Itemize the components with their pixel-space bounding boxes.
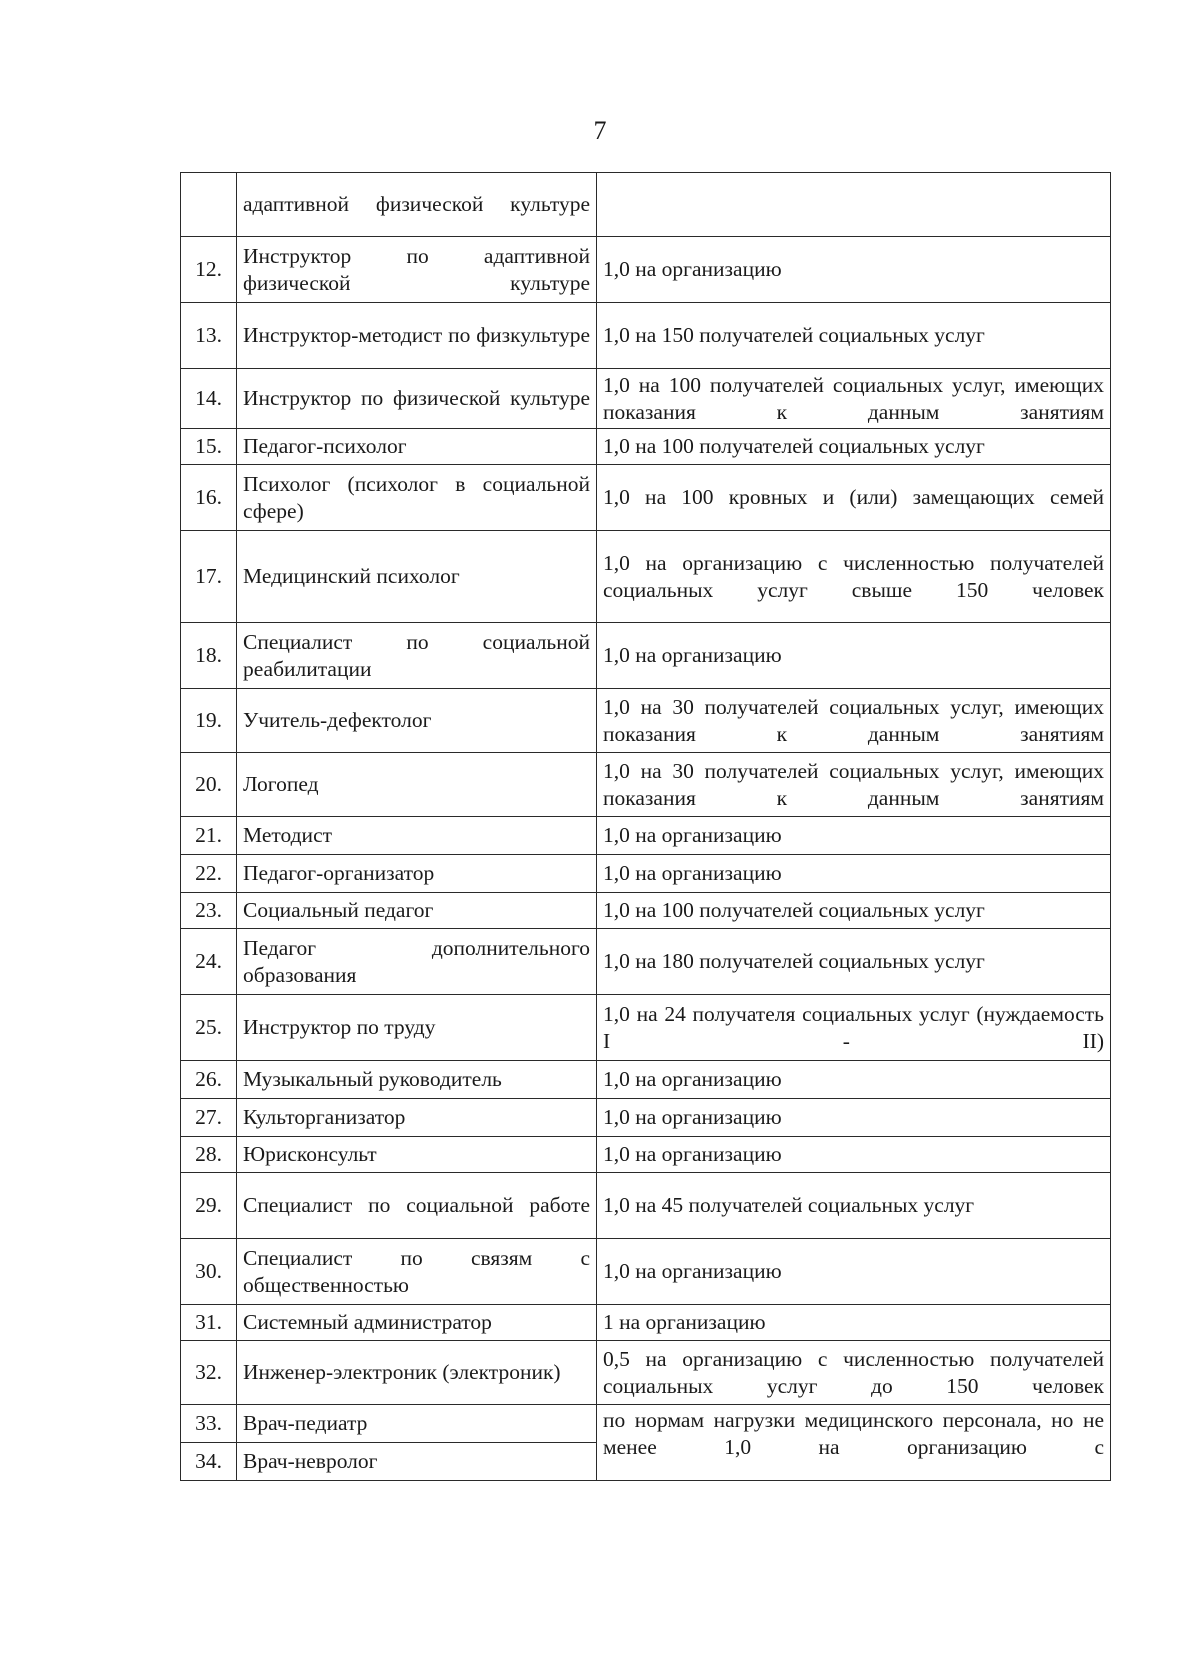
row-number: 12. — [181, 237, 237, 303]
position-name: Педагог-психолог — [237, 429, 597, 465]
staffing-norm: 1,0 на 45 получателей социальных услуг — [597, 1173, 1111, 1239]
table-row — [181, 817, 1111, 855]
position-name: Инструктор-методист по физкультуре — [237, 303, 597, 369]
staffing-norm: 1,0 на организацию — [597, 1061, 1111, 1099]
table-row — [181, 929, 1111, 995]
staffing-norm: 1,0 на 30 получателей социальных услуг, имеющих показания к данным занятиям — [597, 689, 1111, 753]
table-row — [181, 689, 1111, 753]
table-row — [181, 623, 1111, 689]
table-row — [181, 995, 1111, 1061]
row-number: 19. — [181, 689, 237, 753]
row-number: 23. — [181, 893, 237, 929]
row-number: 21. — [181, 817, 237, 855]
row-number: 33. — [181, 1405, 237, 1443]
position-name: Логопед — [237, 753, 597, 817]
staffing-norm: 1,0 на 150 получателей социальных услуг — [597, 303, 1111, 369]
table-row — [181, 1239, 1111, 1305]
staffing-norm: 1,0 на организацию — [597, 817, 1111, 855]
staffing-norms-table — [180, 172, 1111, 1481]
staffing-norm: 1,0 на 30 получателей социальных услуг, имеющих показания к данным занятиям — [597, 753, 1111, 817]
position-name: Юрисконсульт — [237, 1137, 597, 1173]
staffing-norm: 1,0 на организацию — [597, 623, 1111, 689]
position-name: Специалист по социальной реабилитации — [237, 623, 597, 689]
row-number: 13. — [181, 303, 237, 369]
staffing-norm: 1,0 на организацию с численностью получателей социальных услуг свыше 150 человек — [597, 531, 1111, 623]
staffing-norm: 1,0 на организацию — [597, 1099, 1111, 1137]
position-name: Врач-педиатр — [237, 1405, 597, 1443]
row-number: 24. — [181, 929, 237, 995]
table-row — [181, 893, 1111, 929]
row-number: 17. — [181, 531, 237, 623]
table-row — [181, 753, 1111, 817]
table-row — [181, 1341, 1111, 1405]
row-number: 27. — [181, 1099, 237, 1137]
row-number: 29. — [181, 1173, 237, 1239]
table-row — [181, 1305, 1111, 1341]
staffing-norm: 1,0 на 100 кровных и (или) замещающих семей — [597, 465, 1111, 531]
staffing-norm: по нормам нагрузки медицинского персонала, но не менее 1,0 на организацию с — [597, 1405, 1111, 1481]
table-row — [181, 303, 1111, 369]
staffing-norm: 1,0 на 100 получателей социальных услуг, имеющих показания к данным занятиям — [597, 369, 1111, 429]
position-name: Специалист по социальной работе — [237, 1173, 597, 1239]
row-number: 16. — [181, 465, 237, 531]
position-name: Системный администратор — [237, 1305, 597, 1341]
row-number — [181, 173, 237, 237]
row-number: 28. — [181, 1137, 237, 1173]
position-name: Педагог дополнительного образования — [237, 929, 597, 995]
table-row — [181, 369, 1111, 429]
row-number: 31. — [181, 1305, 237, 1341]
staffing-norm: 1,0 на 100 получателей социальных услуг — [597, 429, 1111, 465]
table-row — [181, 173, 1111, 237]
table-row — [181, 531, 1111, 623]
position-name: Медицинский психолог — [237, 531, 597, 623]
staffing-norm: 1,0 на 100 получателей социальных услуг — [597, 893, 1111, 929]
position-name: Врач-невролог — [237, 1443, 597, 1481]
position-name: Психолог (психолог в социальной сфере) — [237, 465, 597, 531]
row-number: 32. — [181, 1341, 237, 1405]
position-name: Культорганизатор — [237, 1099, 597, 1137]
table-row — [181, 237, 1111, 303]
position-name: Специалист по связям с общественностью — [237, 1239, 597, 1305]
staffing-norm: 1,0 на организацию — [597, 237, 1111, 303]
staffing-norm: 1,0 на организацию — [597, 1137, 1111, 1173]
position-name: Инструктор по адаптивной физической культуре — [237, 237, 597, 303]
staffing-norm: 1 на организацию — [597, 1305, 1111, 1341]
page-number: 7 — [593, 116, 607, 145]
row-number: 30. — [181, 1239, 237, 1305]
staffing-norm: 1,0 на 24 получателя социальных услуг (нуждаемость I - II) — [597, 995, 1111, 1061]
position-name: Инженер-электроник (электроник) — [237, 1341, 597, 1405]
row-number: 20. — [181, 753, 237, 817]
row-number: 34. — [181, 1443, 237, 1481]
table-row — [181, 1061, 1111, 1099]
table-row — [181, 1099, 1111, 1137]
staffing-norm: 1,0 на организацию — [597, 1239, 1111, 1305]
row-number: 15. — [181, 429, 237, 465]
position-name: Социальный педагог — [237, 893, 597, 929]
staffing-norm: 1,0 на 180 получателей социальных услуг — [597, 929, 1111, 995]
row-number: 25. — [181, 995, 237, 1061]
position-name: Учитель-дефектолог — [237, 689, 597, 753]
table-row — [181, 465, 1111, 531]
staffing-norm: 1,0 на организацию — [597, 855, 1111, 893]
position-name: Инструктор по труду — [237, 995, 597, 1061]
staffing-norm — [597, 173, 1111, 237]
position-name: Инструктор по физической культуре — [237, 369, 597, 429]
row-number: 18. — [181, 623, 237, 689]
table-row — [181, 1137, 1111, 1173]
staffing-norm: 0,5 на организацию с численностью получателей социальных услуг до 150 человек — [597, 1341, 1111, 1405]
row-number: 22. — [181, 855, 237, 893]
position-name: Педагог-организатор — [237, 855, 597, 893]
table-row — [181, 1173, 1111, 1239]
position-name: Музыкальный руководитель — [237, 1061, 597, 1099]
table-row — [181, 855, 1111, 893]
table-row — [181, 1405, 1111, 1443]
row-number: 14. — [181, 369, 237, 429]
position-name: адаптивной физической культуре — [237, 173, 597, 237]
position-name: Методист — [237, 817, 597, 855]
table-row — [181, 429, 1111, 465]
row-number: 26. — [181, 1061, 237, 1099]
